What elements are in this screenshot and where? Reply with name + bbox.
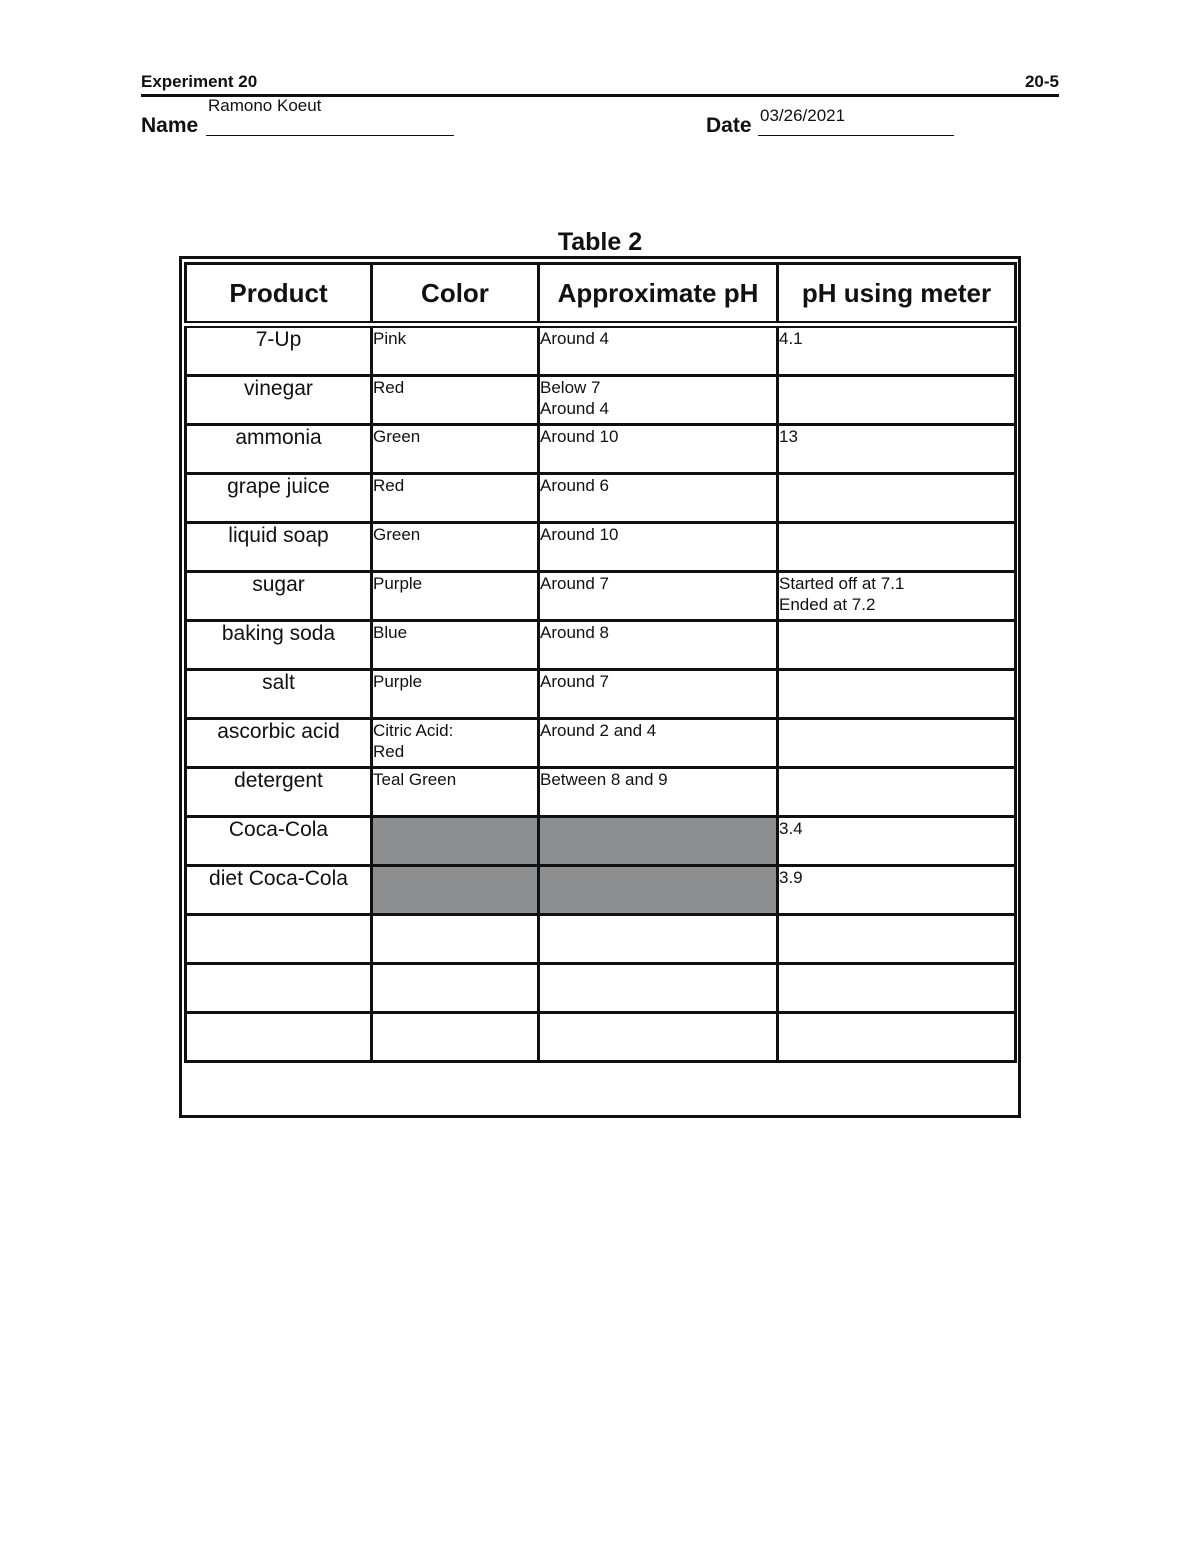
name-label: Name xyxy=(141,114,199,137)
product-cell: sugar xyxy=(186,572,372,621)
color-cell[interactable] xyxy=(372,866,539,915)
color-cell[interactable]: Purple xyxy=(372,572,539,621)
approx-ph-cell[interactable]: Between 8 and 9 xyxy=(539,768,778,817)
color-cell[interactable] xyxy=(372,817,539,866)
product-cell: Coca-Cola xyxy=(186,817,372,866)
meter-ph-cell[interactable]: Started off at 7.1 Ended at 7.2 xyxy=(778,572,1016,621)
table-row xyxy=(186,670,1016,719)
table-row xyxy=(186,866,1016,915)
table-header-row xyxy=(186,264,1016,325)
approx-ph-cell[interactable] xyxy=(539,817,778,866)
approx-ph-cell[interactable] xyxy=(539,964,778,1013)
meter-ph-cell[interactable] xyxy=(778,670,1016,719)
color-cell[interactable]: Green xyxy=(372,425,539,474)
product-cell: baking soda xyxy=(186,621,372,670)
color-cell[interactable]: Blue xyxy=(372,621,539,670)
product-cell xyxy=(186,1013,372,1062)
product-cell xyxy=(186,964,372,1013)
table-row xyxy=(186,425,1016,474)
product-cell: liquid soap xyxy=(186,523,372,572)
approx-ph-cell[interactable] xyxy=(539,1013,778,1062)
table-row xyxy=(186,523,1016,572)
product-cell: vinegar xyxy=(186,376,372,425)
meter-ph-cell[interactable] xyxy=(778,768,1016,817)
meter-ph-cell[interactable]: 3.4 xyxy=(778,817,1016,866)
experiment-label: Experiment 20 xyxy=(141,72,258,91)
product-cell: ascorbic acid xyxy=(186,719,372,768)
column-header-ph-meter: pH using meter xyxy=(778,264,1016,325)
table-row xyxy=(186,325,1016,376)
product-cell xyxy=(186,915,372,964)
approx-ph-cell[interactable]: Around 10 xyxy=(539,425,778,474)
name-line xyxy=(206,135,454,136)
color-cell[interactable]: Citric Acid: Red xyxy=(372,719,539,768)
column-header-color: Color xyxy=(372,264,539,325)
product-cell: ammonia xyxy=(186,425,372,474)
meter-ph-cell[interactable]: 13 xyxy=(778,425,1016,474)
approx-ph-cell[interactable]: Around 8 xyxy=(539,621,778,670)
table-row xyxy=(186,572,1016,621)
product-cell: diet Coca-Cola xyxy=(186,866,372,915)
table-title: Table 2 xyxy=(557,228,643,256)
approx-ph-cell[interactable] xyxy=(539,915,778,964)
meter-ph-cell[interactable] xyxy=(778,621,1016,670)
table-row xyxy=(186,964,1016,1013)
color-cell[interactable] xyxy=(372,964,539,1013)
column-header-approximate-ph: Approximate pH xyxy=(539,264,778,325)
table-row xyxy=(186,376,1016,425)
approx-ph-cell[interactable]: Around 10 xyxy=(539,523,778,572)
product-cell: grape juice xyxy=(186,474,372,523)
color-cell[interactable] xyxy=(372,915,539,964)
color-cell[interactable]: Red xyxy=(372,474,539,523)
color-cell[interactable]: Green xyxy=(372,523,539,572)
page-header xyxy=(141,72,1059,97)
table-row xyxy=(186,817,1016,866)
date-line xyxy=(758,135,954,136)
approx-ph-cell[interactable]: Around 6 xyxy=(539,474,778,523)
approx-ph-cell[interactable] xyxy=(539,866,778,915)
table-row xyxy=(186,1013,1016,1062)
color-cell[interactable]: Red xyxy=(372,376,539,425)
product-cell: detergent xyxy=(186,768,372,817)
approx-ph-cell[interactable]: Around 2 and 4 xyxy=(539,719,778,768)
approx-ph-cell[interactable]: Around 7 xyxy=(539,670,778,719)
product-cell: salt xyxy=(186,670,372,719)
color-cell[interactable]: Pink xyxy=(372,325,539,376)
table-row xyxy=(186,719,1016,768)
column-header-product: Product xyxy=(186,264,372,325)
meter-ph-cell[interactable] xyxy=(778,915,1016,964)
approx-ph-cell[interactable]: Around 4 xyxy=(539,325,778,376)
date-value[interactable]: 03/26/2021 xyxy=(760,106,846,125)
table-row xyxy=(186,768,1016,817)
meter-ph-cell[interactable] xyxy=(778,1013,1016,1062)
approx-ph-cell[interactable]: Around 7 xyxy=(539,572,778,621)
meter-ph-cell[interactable] xyxy=(778,964,1016,1013)
date-label: Date xyxy=(706,114,752,137)
meter-ph-cell[interactable] xyxy=(778,474,1016,523)
table-row xyxy=(186,915,1016,964)
meter-ph-cell[interactable] xyxy=(778,719,1016,768)
table-row xyxy=(186,474,1016,523)
table-row xyxy=(186,621,1016,670)
ph-results-table xyxy=(184,262,1017,1063)
page-number: 20-5 xyxy=(1024,72,1059,91)
color-cell[interactable] xyxy=(372,1013,539,1062)
name-value[interactable]: Ramono Koeut xyxy=(208,96,322,115)
meter-ph-cell[interactable]: 4.1 xyxy=(778,325,1016,376)
approx-ph-cell[interactable]: Below 7 Around 4 xyxy=(539,376,778,425)
product-cell: 7-Up xyxy=(186,325,372,376)
color-cell[interactable]: Purple xyxy=(372,670,539,719)
meter-ph-cell[interactable]: 3.9 xyxy=(778,866,1016,915)
meter-ph-cell[interactable] xyxy=(778,523,1016,572)
color-cell[interactable]: Teal Green xyxy=(372,768,539,817)
meter-ph-cell[interactable] xyxy=(778,376,1016,425)
